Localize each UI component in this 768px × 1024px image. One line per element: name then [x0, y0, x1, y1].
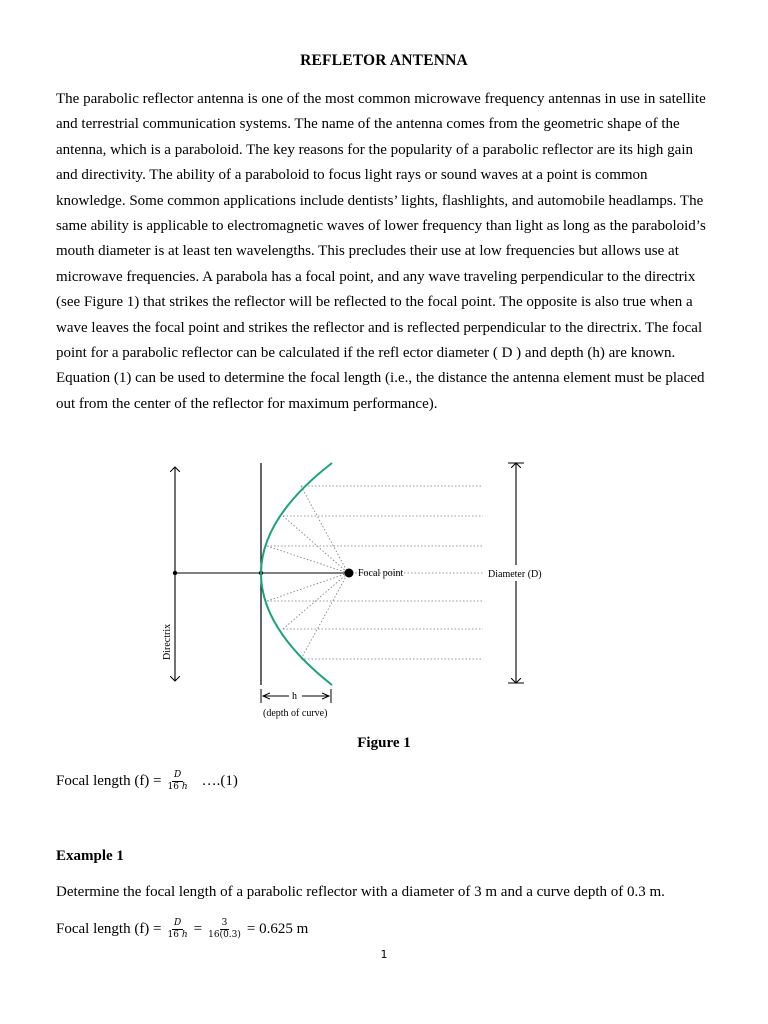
equation-1-fraction: $\frac{D}{16 h}$ — [167, 770, 188, 792]
page-number: 1 — [380, 948, 388, 961]
intro-paragraph: The parabolic reflector antenna is one of the most common microwave frequency antennas in use in satellite and terrestrial communication systems. The name of the antenna comes from the geometric shape of the antenna, which is a paraboloid. The key reasons for the popularity of a parabolic reflector are its high gain and directivity. The ability of a paraboloid to focus light rays or sound waves at a point is common knowledge. Some common applications include dentists’ lights, flashlights, and automobile headlamps. The same ability is applicable to electromagnetic waves of lower frequency than light as long as the paraboloid’s mouth diameter is at least ten wavelengths. This precludes their use at low frequencies but allows use at microwave frequencies. A parabola has a focal point, and any wave traveling perpendicular to the directrix (see Figure 1) that strikes the reflector will be reflected to the focal point. The opposite is also true when a wave leaves the focal point and strikes the reflector and is reflected perpendicular to the directrix. The focal point for a parabolic reflector can be calculated if the refl ector diameter ( D ) and depth (h) are known. Equation (1) can be used to determine the focal length (i.e., the distance the antenna element must be placed out from the center of the reflector for maximum performance). — [56, 91, 706, 412]
focal-point-dot — [345, 569, 354, 578]
example-equation-prefix: Focal length (f) = — [56, 921, 162, 937]
equation-1-label: ….(1) — [201, 773, 238, 789]
parabolic-reflector-diagram — [150, 455, 570, 725]
figure-caption: Figure 1 — [357, 735, 411, 751]
example-text: Determine the focal length of a parabolic reflector with a diameter of 3 m and a curve depth of 0.3 m. — [56, 884, 665, 900]
figure-1-diagram — [150, 455, 570, 725]
example-equation — [56, 918, 308, 941]
equation-1 — [56, 770, 238, 793]
example-fraction-2: $\frac{3}{16(0.3)}$ — [208, 918, 241, 940]
equation-1-prefix: Focal length (f) = — [56, 773, 162, 789]
focal-point-label: Focal point — [358, 568, 404, 579]
document-title: REFLETOR ANTENNA — [300, 52, 468, 69]
directrix-label: Directrix — [162, 623, 173, 660]
parabolic-curve — [261, 463, 332, 685]
depth-of-curve-label: (depth of curve) — [263, 708, 328, 719]
directrix-point — [173, 571, 177, 575]
example-result: = 0.625 m — [246, 921, 309, 937]
depth-h-label: h — [292, 691, 297, 702]
example-equals: = — [193, 921, 203, 937]
example-fraction-1: $\frac{D}{16 h}$ — [167, 918, 188, 940]
example-heading: Example 1 — [56, 848, 124, 864]
diameter-label: Diameter (D) — [488, 569, 542, 580]
